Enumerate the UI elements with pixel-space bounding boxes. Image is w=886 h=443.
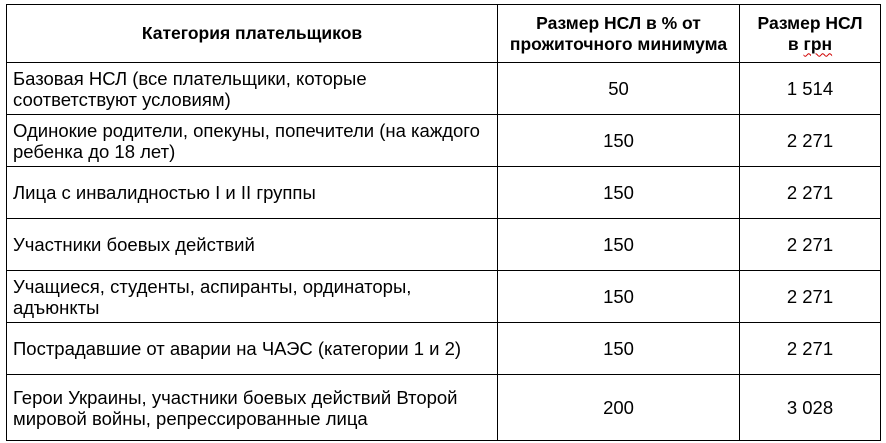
row-category: Герои Украины, участники боевых действий Второй мировой войны, репрессированные лица	[7, 375, 498, 441]
header-uah	[740, 5, 881, 63]
header-uah-line2	[746, 34, 874, 55]
row-uah: 2 271	[740, 167, 881, 219]
header-percent-line2: прожиточного минимума	[509, 33, 728, 54]
header-uah-prefix: в	[787, 33, 804, 54]
row-percent: 150	[498, 115, 740, 167]
table-row	[7, 271, 881, 323]
table-row	[7, 219, 881, 271]
row-uah: 2 271	[740, 219, 881, 271]
row-category: Участники боевых действий	[7, 219, 498, 271]
row-percent: 50	[498, 63, 740, 115]
table-row	[7, 63, 881, 115]
header-category-label: Категория плательщиков	[141, 23, 363, 43]
header-percent	[498, 5, 740, 63]
tax-benefit-table	[6, 4, 881, 441]
row-percent: 150	[498, 167, 740, 219]
row-uah: 2 271	[740, 115, 881, 167]
row-percent: 150	[498, 219, 740, 271]
row-uah: 2 271	[740, 271, 881, 323]
row-percent: 150	[498, 323, 740, 375]
header-percent-line1: Размер НСЛ в % от	[536, 12, 701, 33]
table-row	[7, 115, 881, 167]
row-category: Учащиеся, студенты, аспиранты, ординаторы, адъюнкты	[7, 271, 498, 323]
table-header-row	[7, 5, 881, 63]
row-category: Пострадавшие от аварии на ЧАЭС (категории 1 и 2)	[7, 323, 498, 375]
row-uah: 2 271	[740, 323, 881, 375]
row-percent: 200	[498, 375, 740, 441]
row-category: Базовая НСЛ (все плательщики, которые соответствуют условиям)	[7, 63, 498, 115]
row-category: Лица с инвалидностью I и II группы	[7, 167, 498, 219]
header-uah-line1: Размер НСЛ	[757, 12, 863, 33]
row-percent: 150	[498, 271, 740, 323]
row-uah: 1 514	[740, 63, 881, 115]
header-uah-word: грн	[803, 33, 833, 54]
header-category	[7, 5, 498, 63]
table-row	[7, 375, 881, 441]
table-row	[7, 167, 881, 219]
table-row	[7, 323, 881, 375]
row-category: Одинокие родители, опекуны, попечители (на каждого ребенка до 18 лет)	[7, 115, 498, 167]
row-uah: 3 028	[740, 375, 881, 441]
